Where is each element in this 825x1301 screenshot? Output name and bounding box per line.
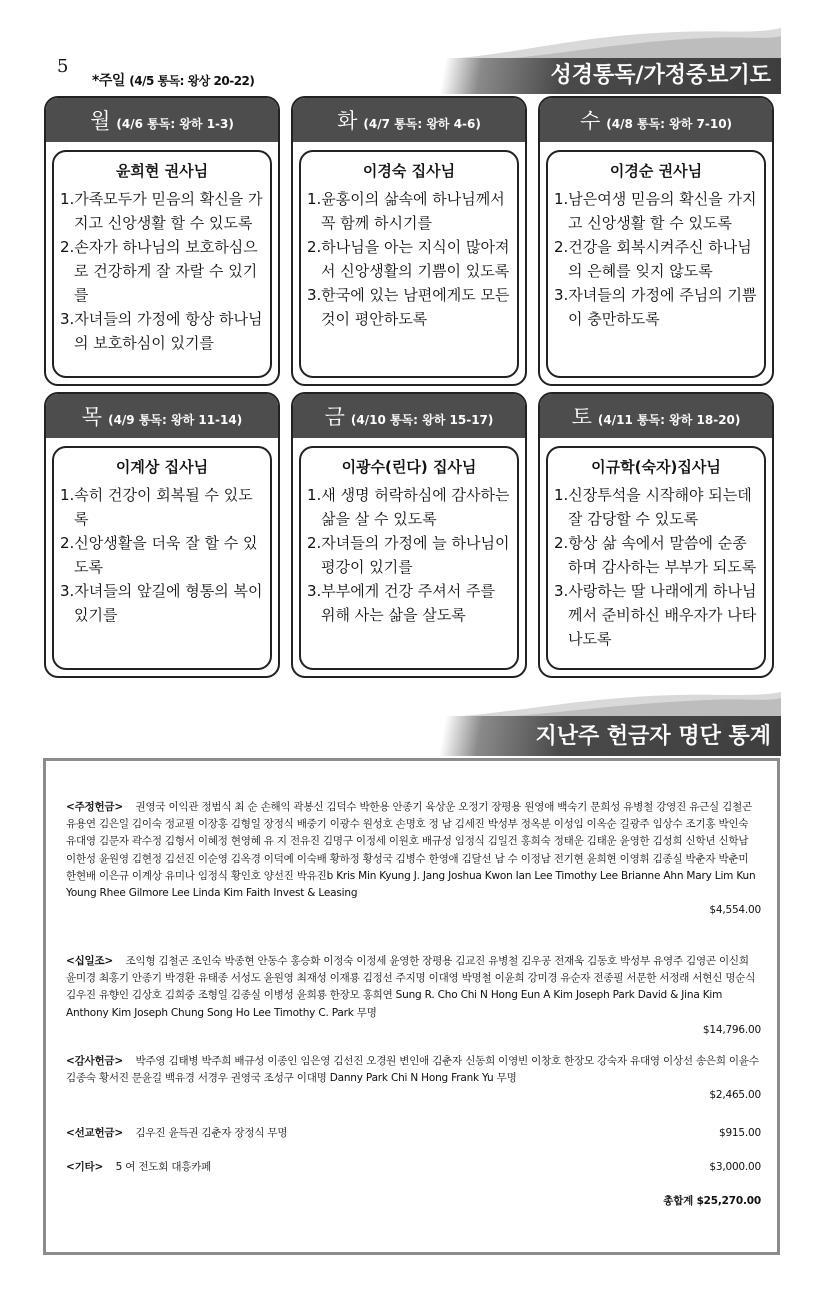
day-reading: (4/7 통독: 왕하 4-6) bbox=[363, 117, 481, 131]
offering-label: <기타> bbox=[66, 1161, 104, 1173]
prayer-item: 2.건강을 회복시켜주신 하나님의 은혜를 잊지 않도록 bbox=[554, 238, 752, 280]
prayer-item: 1.속히 건강이 회복될 수 있도록 bbox=[60, 486, 253, 528]
offering-names: 권영국 이익관 정범식 최 순 손해익 곽봉신 김덕수 박한용 안종기 육상운 오정기 장평용 원영애 백숙기 문희성 유병철 강영진 유근실 김철곤 유용연 김은일 김이숙 정교필 이장홍 김형일 장정식 배중기 이광수 원성호 손명호 정 남 김세진 박성부 정옥분 이성임 이옥순 길광주 임상수 조기홍 박인숙 유대영 김문자 곽수정 김형서 이혜정 현영혜 유 지 전유진 김명구 이정세 이원호 배규성 임정식 김일건 홍희숙 정태운 김태운 윤영한 김성희 신학년 신학남 이한성 윤원영 김현정 김선진 이순영 김옥경 이덕예 이숙배 황하정 황성국 김병수 한영애 김달선 남 수 이정남 전기현 윤희현 이영휘 김종실 박춘자 박춘미 한현배 이은규 이계상 유미나 임정식 황인호 양선진 박유진b Kris Min Kyung J. Jang Joshua Kwon Ian Lee Timothy Lee Brianne Ahn Mary Lim Kun Young Rhee Gilmore Lee Linda Kim Faith Invest & Leasing bbox=[66, 801, 756, 900]
day-card-fri bbox=[291, 392, 527, 678]
offering-amount: $2,465.00 bbox=[709, 1089, 761, 1102]
offering-label: <감사헌금> bbox=[66, 1055, 123, 1067]
prayer-person: 이경순 권사님 bbox=[609, 162, 703, 180]
day-card-mon bbox=[44, 96, 280, 386]
day-header bbox=[540, 98, 772, 142]
day-name: 금 bbox=[324, 405, 345, 429]
prayer-list bbox=[60, 483, 264, 627]
wave-decoration bbox=[426, 692, 781, 718]
day-header bbox=[540, 394, 772, 438]
wave-decoration bbox=[426, 28, 781, 60]
prayer-item: 3.자녀들의 가정에 항상 하나님의 보호하심이 있기를 bbox=[60, 310, 263, 352]
offering-group-weekly bbox=[66, 799, 761, 919]
prayer-list bbox=[554, 483, 758, 651]
prayer-item: 3.한국에 있는 남편에게도 모든 것이 평안하도록 bbox=[307, 286, 510, 328]
offering-summary-box bbox=[43, 758, 780, 1255]
day-reading: (4/6 통독: 왕하 1-3) bbox=[116, 117, 234, 131]
prayer-person: 윤희현 권사님 bbox=[115, 162, 209, 180]
day-name: 월 bbox=[90, 109, 111, 133]
day-card-sat bbox=[538, 392, 774, 678]
offering-group-tithe bbox=[66, 953, 761, 1039]
prayer-box bbox=[546, 446, 766, 670]
day-reading: (4/11 통독: 왕하 18-20) bbox=[597, 413, 741, 427]
offering-names: 박주영 김태병 박주희 배규성 이종인 임은영 김선진 오경원 변인애 김춘자 신동희 이영빈 이창호 한장모 강숙자 유대영 이상선 송은희 이윤수 김종숙 황서진 문윤길 백유경 서경우 권영국 조성구 이대명 Danny Park Chi N Hong Frank Yu 무명 bbox=[66, 1055, 759, 1085]
offering-names: 5 여 전도회 대흥카페 bbox=[115, 1161, 212, 1173]
offering-label: <십일조> bbox=[66, 955, 114, 967]
offering-group-other bbox=[66, 1159, 761, 1176]
day-header bbox=[46, 394, 278, 438]
prayer-list bbox=[60, 187, 264, 355]
day-header bbox=[293, 98, 525, 142]
banner-title: 성경통독/가정중보기도 bbox=[550, 63, 771, 88]
offering-names: 조익형 김철곤 조인숙 박종현 안동수 홍승화 이정숙 이정세 윤영한 장평용 김교진 유병철 김우공 전재욱 김동호 박성부 유영주 김영곤 이신희 윤미경 최홍기 안종기 박경환 유태종 서성도 윤원영 최재성 이재룡 김정선 주지명 이대영 박명철 이윤희 강미경 유순자 전종필 서문한 서정래 서현신 명순식 김우진 유향인 김상호 김희중 조형일 김종실 이병성 윤희룡 한장모 홍희연 Sung R. Cho Chi N Hong Eun A Kim Joseph Park David & Jina Kim Anthony Kim Joseph Chung Song Ho Lee Timothy C. Park 무명 bbox=[66, 955, 756, 1019]
sunday-reading bbox=[92, 70, 254, 90]
offering-amount: $915.00 bbox=[718, 1127, 761, 1139]
prayer-person: 이규학(숙자)집사님 bbox=[591, 458, 721, 476]
day-name: 목 bbox=[81, 405, 103, 429]
offering-group-thanks bbox=[66, 1053, 761, 1105]
offering-amount: $14,796.00 bbox=[702, 1023, 761, 1036]
prayer-item: 2.하나님을 아는 지식이 많아져서 신앙생활의 기쁨이 있도록 bbox=[307, 238, 510, 280]
sunday-reading-range: (4/5 통독: 왕상 20-22) bbox=[129, 74, 255, 88]
day-header bbox=[46, 98, 278, 142]
grand-total-row bbox=[66, 1193, 761, 1210]
prayer-box bbox=[546, 150, 766, 378]
prayer-person: 이광수(린다) 집사님 bbox=[341, 458, 477, 476]
prayer-item: 1.윤홍이의 삶속에 하나님께서 꼭 함께 하시기를 bbox=[307, 190, 505, 232]
prayer-list bbox=[307, 187, 511, 331]
day-name: 수 bbox=[579, 109, 601, 133]
sunday-label: *주일 bbox=[92, 73, 125, 89]
grand-total: 총합계 $25,270.00 bbox=[663, 1195, 761, 1207]
prayer-item: 3.자녀들의 앞길에 형통의 복이 있기를 bbox=[60, 582, 263, 624]
day-card-tue bbox=[291, 96, 527, 386]
day-name: 토 bbox=[571, 405, 592, 429]
offering-label: <선교헌금> bbox=[66, 1127, 123, 1139]
prayer-item: 3.부부에게 건강 주셔서 주를 위해 사는 삶을 살도록 bbox=[307, 582, 496, 624]
offering-group-mission bbox=[66, 1125, 761, 1142]
prayer-item: 2.항상 삶 속에서 말씀에 순종하며 감사하는 부부가 되도록 bbox=[554, 534, 757, 576]
prayer-box bbox=[299, 446, 519, 670]
prayer-box bbox=[52, 150, 272, 378]
page-number: 5 bbox=[57, 56, 69, 77]
day-header bbox=[293, 394, 525, 438]
prayer-item: 2.손자가 하나님의 보호하심으로 건강하게 잘 자랄 수 있기를 bbox=[60, 238, 258, 304]
prayer-list bbox=[307, 483, 511, 627]
day-reading: (4/8 통독: 왕하 7-10) bbox=[606, 117, 733, 131]
prayer-person: 이경숙 집사님 bbox=[362, 162, 456, 180]
day-name: 화 bbox=[337, 109, 358, 133]
day-reading: (4/9 통독: 왕하 11-14) bbox=[108, 413, 243, 427]
day-card-thu bbox=[44, 392, 280, 678]
offering-amount: $4,554.00 bbox=[709, 904, 761, 917]
prayer-item: 2.신앙생활을 더욱 잘 할 수 있도록 bbox=[60, 534, 258, 576]
offering-amount: $3,000.00 bbox=[709, 1161, 761, 1173]
offering-label: <주정헌금> bbox=[66, 801, 123, 813]
prayer-box bbox=[52, 446, 272, 670]
prayer-item: 1.남은여생 믿음의 확신을 가지고 신앙생활 할 수 있도록 bbox=[554, 190, 757, 232]
prayer-person: 이계상 집사님 bbox=[115, 458, 209, 476]
day-card-wed bbox=[538, 96, 774, 386]
day-reading: (4/10 통독: 왕하 15-17) bbox=[350, 413, 494, 427]
prayer-item: 3.사랑하는 딸 나래에게 하나님께서 준비하신 배우자가 나타나도록 bbox=[554, 582, 757, 648]
prayer-box bbox=[299, 150, 519, 378]
prayer-list bbox=[554, 187, 758, 331]
section-banner-bible-reading bbox=[416, 58, 781, 94]
banner-title: 지난주 헌금자 명단 통계 bbox=[535, 724, 771, 749]
prayer-item: 2.자녀들의 가정에 늘 하나님이 평강이 있기를 bbox=[307, 534, 510, 576]
prayer-item: 3.자녀들의 가정에 주님의 기쁨이 충만하도록 bbox=[554, 286, 757, 328]
prayer-item: 1.새 생명 허락하심에 감사하는 삶을 살 수 있도록 bbox=[307, 486, 510, 528]
offering-names: 김우진 윤득권 김춘자 장정식 무명 bbox=[135, 1127, 288, 1139]
prayer-item: 1.신장투석을 시작해야 되는데 잘 감당할 수 있도록 bbox=[554, 486, 752, 528]
section-banner-offering-summary bbox=[416, 716, 781, 756]
prayer-item: 1.가족모두가 믿음의 확신을 가지고 신앙생활 할 수 있도록 bbox=[60, 190, 263, 232]
